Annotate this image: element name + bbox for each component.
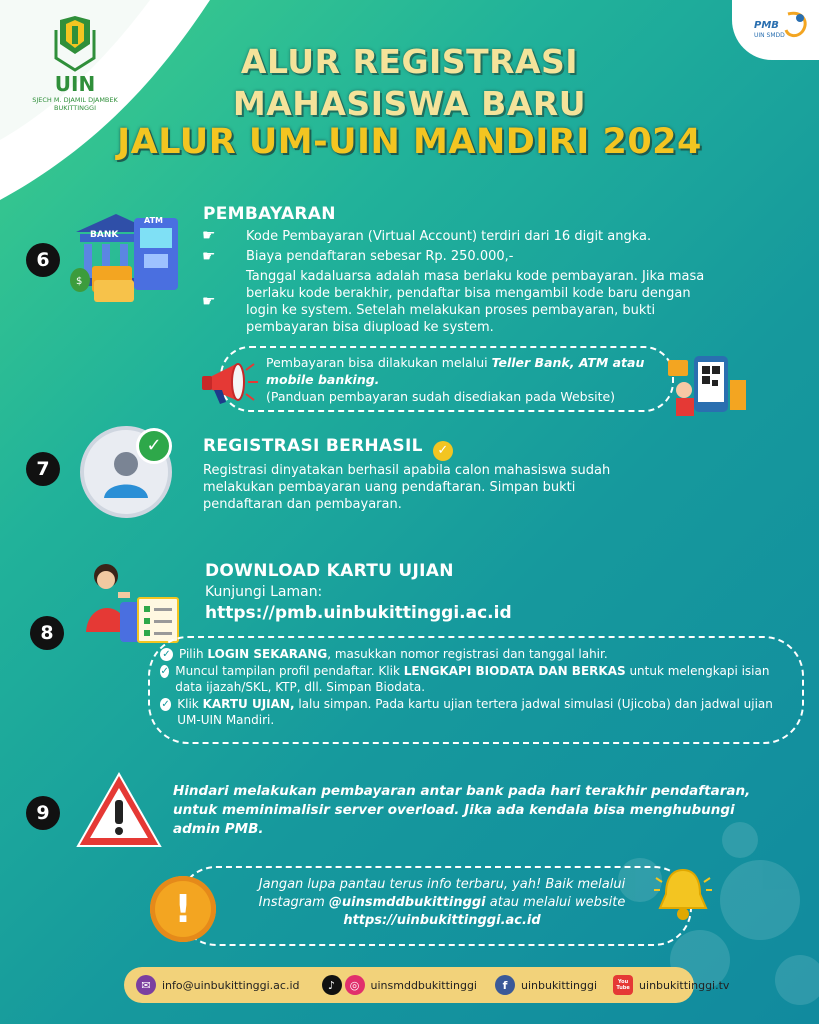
info-line-2 [222,894,662,912]
step-6-bullet-1: Kode Pembayaran (Virtual Account) terdiri dari 16 digit angka. [246,229,652,244]
step-7-text: Registrasi dinyatakan berhasil apabila calon mahasiswa sudah melakukan pembayaran uang pendaftaran. Simpan bukti pendaftaran dan pembayaran. [203,463,611,512]
step-7-title-text: REGISTRASI BERHASIL [203,436,423,456]
svg-text:$: $ [76,276,83,287]
step-8-title: DOWNLOAD KARTU UJIAN [205,561,454,581]
verified-check-icon: ✓ [136,428,172,464]
instruction-1-post: , masukkan nomor registrasi dan tanggal lahir. [327,647,608,661]
step-7-title [203,436,453,461]
atm-label: ATM [144,216,163,225]
payment-note-bold: Teller Bank, ATM atau mobile banking. [266,355,645,387]
instruction-2-bold: LENGKAPI BIODATA DAN BERKAS [403,664,626,678]
warning-triangle-icon [74,770,164,850]
check-icon: ✓ [160,666,169,677]
footer-instagram[interactable] [322,975,477,995]
contact-footer [124,967,730,1003]
pointing-hand-icon: ☛ [202,292,216,310]
info-line-1: Jangan lupa pantau terus info terbaru, yah! Baik melalui [258,877,626,892]
step-6-bullet-2: Biaya pendaftaran sebesar Rp. 250.000,- [246,249,514,264]
mobile-payment-illustration [664,350,748,416]
title-line-2: MAHASISWA BARU [232,84,587,123]
logo-subtitle: SJECH M. DJAMIL DJAMBEK BUKITTINGGI [32,96,118,112]
student-form-illustration [76,556,184,646]
megaphone-icon [200,356,260,408]
tiktok-icon: ♪ [322,975,342,995]
info-line-2-post: atau melalui website [485,895,626,910]
payment-note-prefix: Pembayaran bisa dilakukan melalui [266,355,492,370]
footer-youtube-text: uinbukittinggi.tv [639,978,730,992]
instructions-list [160,646,780,729]
check-icon: ✓ [161,699,170,710]
title-line-1: ALUR REGISTRASI [240,42,579,81]
youtube-icon: You Tube [613,975,633,995]
bank-atm-illustration [66,204,186,306]
instruction-3-post: lalu simpan. Pada kartu ujian tertera jadwal simulasi (Ujicoba) dan jadwal ujian UM-UIN Mandiri. [177,697,773,727]
instruction-item [160,663,780,695]
bank-label: BANK [90,230,119,240]
instruction-item [160,696,780,728]
step-6-bullet-3: Tanggal kadaluarsa adalah masa berlaku kode pembayaran. Jika masa berlaku kode berakhir, pendaftar bisa mengambil kode baru dengan login ke system. Setelah melakukan proses pembayaran, bukti pembayaran bisa diupload ke system. [246,269,705,335]
visit-label: Kunjungi Laman: [205,584,323,600]
website-url[interactable]: https://uinbukittinggi.ac.id [343,913,541,928]
info-line-2-pre: Instagram [258,895,329,910]
pmb-logo-text: PMB [754,20,779,31]
payment-note [266,354,686,405]
step-6-number: 6 [26,243,60,277]
step-9-warning-text: Hindari melakukan pembayaran antar bank pada hari terakhir pendaftaran, untuk meminimalisir server overload. Jika ada kendala bisa menghubungi admin PMB. [173,783,751,837]
step-6-title: PEMBAYARAN [203,204,336,224]
check-icon: ✓ [160,648,173,661]
instruction-1-bold: LOGIN SEKARANG [207,647,328,661]
footer-email-text: info@uinbukittinggi.ac.id [162,978,300,992]
instruction-2-pre: Muncul tampilan profil pendaftar. Klik [175,664,404,678]
instruction-2-post: untuk melengkapi isian data ijazah/SKL, KTP, dll. Simpan Biodata. [175,664,770,694]
pmb-logo-sub: UIN SMDD [754,32,785,39]
footer-instagram-text: uinsmddbukittinggi [370,978,477,992]
facebook-icon: f [495,975,515,995]
instagram-handle: @uinsmddbukittinggi [328,895,486,910]
payment-note-suffix: (Panduan pembayaran sudah disediakan pada Website) [266,389,616,404]
instruction-3-pre: Klik [177,697,203,711]
alert-circle-icon: ! [150,876,216,942]
pointing-hand-icon: ☛ [202,226,216,244]
footer-youtube[interactable] [613,975,729,995]
pointing-hand-icon: ☛ [202,247,216,265]
step-9-number: 9 [26,796,60,830]
title-line-3: JALUR UM-UIN MANDIRI 2024 [117,122,702,162]
instruction-3-bold: KARTU UJIAN, [202,697,295,711]
user-avatar-icon [80,426,172,518]
info-text [222,876,662,930]
step-8-number: 8 [30,616,64,650]
footer-facebook[interactable] [495,975,597,995]
email-icon: ✉ [136,975,156,995]
instruction-item [160,646,780,662]
registration-url[interactable]: https://pmb.uinbukittinggi.ac.id [205,603,512,623]
footer-facebook-text: uinbukittinggi [520,978,598,992]
footer-email[interactable] [136,975,300,995]
instruction-1-pre: Pilih [179,647,208,661]
instagram-icon: ◎ [345,975,365,995]
success-badge-icon: ✓ [433,441,453,461]
step-7-number: 7 [26,452,60,486]
logo-text: UIN [54,72,96,96]
